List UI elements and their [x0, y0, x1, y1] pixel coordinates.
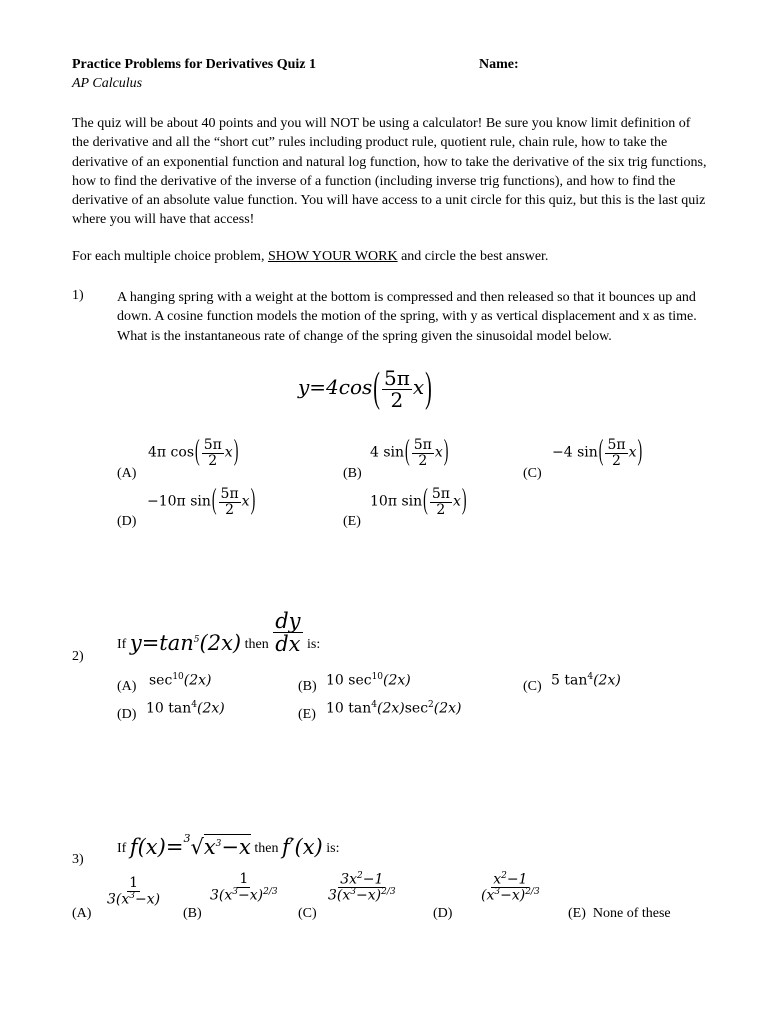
- p3d-den-b: −x): [500, 888, 526, 904]
- p1b-coef: 4 sin: [370, 444, 405, 461]
- p3b-den-power: 3: [232, 886, 238, 897]
- p3-option-a-label: (A): [72, 906, 92, 921]
- p3-is: is:: [326, 841, 340, 856]
- p2b-base: 10 sec: [326, 672, 372, 689]
- p3-option-e-text: None of these: [592, 906, 671, 921]
- p1b-den: 2: [418, 452, 428, 469]
- instructions-text-end: and circle the best answer.: [397, 249, 549, 264]
- p2c-base: 5 tan: [551, 672, 588, 689]
- p2-option-e[interactable]: [326, 700, 462, 718]
- instructions: [72, 249, 548, 265]
- p2e-arg2: (2x): [433, 700, 462, 717]
- p3a-den: [105, 892, 162, 907]
- p1-option-b[interactable]: 4 sin( $\frac{5\pi}{2}$ x): [370, 436, 449, 469]
- p3d-den-a: (x: [481, 888, 495, 904]
- p1-option-a-label: (A): [117, 466, 137, 481]
- problem-2-number: 2): [72, 649, 84, 664]
- p2a-base: sec: [149, 672, 173, 689]
- equation-variable: x: [412, 375, 425, 400]
- p2-if: If: [117, 637, 127, 653]
- p2-deriv-den: dx: [275, 632, 301, 657]
- p2-option-c-label: (C): [523, 679, 542, 694]
- p2-option-b[interactable]: [326, 672, 411, 690]
- p3d-den-power: 3: [494, 887, 501, 898]
- p1-option-e[interactable]: 10π sin( $\frac{5\pi}{2}$ x): [370, 485, 467, 518]
- p3-option-c-label: (C): [298, 906, 317, 921]
- p1d-coef: −10π sin: [147, 493, 211, 510]
- p2-option-a[interactable]: [149, 672, 212, 690]
- p1d-den: 2: [225, 501, 235, 518]
- p1e-den: 2: [436, 501, 446, 518]
- p3-option-e[interactable]: [568, 906, 671, 922]
- p3b-den: [208, 888, 280, 903]
- equation-lhs: y=4cos: [298, 375, 373, 400]
- p2d-base: 10 tan: [146, 700, 192, 717]
- p1c-coef: −4 sin: [552, 444, 598, 461]
- p3-option-d-label: (D): [433, 906, 453, 921]
- p2e-base: 10 tan: [326, 700, 372, 717]
- p1e-coef: 10π sin: [370, 493, 423, 510]
- p1a-num: 5π: [203, 437, 222, 453]
- problem-1-number: 1): [72, 288, 84, 303]
- p1b-num: 5π: [413, 437, 432, 453]
- p3c-den-a: 3(x: [328, 888, 351, 904]
- p3c-num-b: −1: [362, 871, 384, 888]
- p1a-var: x: [224, 444, 233, 461]
- p3d-num-a: x: [493, 871, 502, 888]
- p2-derivative: [273, 610, 302, 655]
- p1-option-c-label: (C): [523, 466, 542, 481]
- p3c-den-b: −x): [356, 888, 382, 904]
- p1-option-c[interactable]: −4 sin( $\frac{5\pi}{2}$ x): [552, 436, 643, 469]
- p3-function: [130, 832, 251, 859]
- instructions-emphasis: SHOW YOUR WORK: [267, 249, 398, 264]
- p2e-arg: (2x): [377, 700, 405, 717]
- p3-derivative: f′(x): [281, 835, 323, 859]
- p3b-den-b: −x): [238, 887, 264, 904]
- p2-option-d[interactable]: [146, 700, 225, 718]
- p1-option-e-label: (E): [343, 514, 361, 529]
- problem-3-statement: [117, 832, 339, 859]
- p1e-num: 5π: [431, 486, 450, 502]
- p1-option-a[interactable]: 4π cos( $\frac{5\pi}{2}$ x): [148, 436, 239, 469]
- p3-if: If: [117, 841, 127, 856]
- p2-option-d-label: (D): [117, 707, 137, 722]
- p2-function-base: y=tan: [129, 631, 194, 656]
- p3b-outer-power: 2/3: [263, 886, 278, 897]
- p3a-den-a: 3(x: [107, 891, 130, 908]
- p2-deriv-num: dy: [275, 609, 301, 633]
- p3-radicand: [204, 834, 251, 859]
- p3c-den: [326, 888, 398, 903]
- problem-3-number: 3): [72, 852, 84, 867]
- name-label: Name:: [479, 57, 519, 72]
- p3-then: then: [254, 841, 279, 856]
- p2-option-b-label: (B): [298, 679, 317, 694]
- p2-then: then: [244, 637, 269, 653]
- radical-icon: √: [190, 835, 204, 859]
- intro-paragraph: The quiz will be about 40 points and you will NOT be using a calculator! Be sure you know limit definition of the derivative and all the “short cut” rules including product rule, quotient rule, chain rule, how to take the derivative of an exponential function and natural log function, how to take the derivative of the six trig functions, how to find the derivative of the inverse of a function (including inverse trig functions), and how to find the derivative of an absolute value function. You will have access to a unit circle for this quiz, but this is the last quiz where you will have that access!: [72, 116, 707, 228]
- quiz-title: Practice Problems for Derivatives Quiz 1: [72, 57, 317, 72]
- p1e-var: x: [452, 493, 461, 510]
- p3a-den-power: 3: [129, 890, 135, 901]
- equation-denominator: 2: [390, 388, 404, 412]
- p2-option-e-label: (E): [298, 707, 316, 722]
- p3c-num-power: 2: [357, 871, 363, 881]
- p3d-num: [491, 872, 529, 888]
- p3d-num-power: 2: [501, 871, 507, 881]
- p3-option-d[interactable]: [478, 872, 543, 904]
- p2-function: [130, 631, 241, 655]
- p2-is: is:: [307, 637, 321, 653]
- p1a-coef: 4π cos: [148, 444, 195, 461]
- p3a-num: 1: [129, 875, 138, 891]
- p1c-var: x: [628, 444, 637, 461]
- p1-option-d-label: (D): [117, 514, 137, 529]
- p3-option-c[interactable]: [325, 872, 399, 904]
- p3d-num-b: −1: [506, 871, 528, 888]
- p3-option-b-label: (B): [183, 906, 202, 921]
- p1-option-d[interactable]: −10π sin( $\frac{5\pi}{2}$ x): [147, 485, 256, 518]
- p2c-arg: (2x): [593, 672, 621, 689]
- p2-function-arg: (2x): [199, 631, 242, 656]
- p3-radicand-base: x: [203, 835, 216, 859]
- p2-option-c[interactable]: [551, 672, 621, 690]
- course-name: AP Calculus: [72, 76, 143, 91]
- p2b-arg: (2x): [383, 672, 411, 689]
- p2d-power: 4: [191, 700, 197, 710]
- p3-radicand-power: 3: [215, 839, 222, 849]
- p3a-den-b: −x): [135, 891, 161, 908]
- p2-option-a-label: (A): [117, 679, 137, 694]
- p3c-num-a: 3x: [340, 871, 357, 888]
- p3c-num: [338, 872, 385, 888]
- p2b-power: 10: [371, 672, 384, 682]
- p3b-den-a: 3(x: [210, 887, 233, 904]
- p3-option-b[interactable]: [207, 872, 281, 903]
- p1d-var: x: [241, 493, 250, 510]
- p2e-power2: 2: [428, 700, 434, 710]
- p3-option-a[interactable]: [104, 876, 163, 907]
- p1d-num: 5π: [220, 486, 239, 502]
- p1-option-b-label: (B): [343, 466, 362, 481]
- instructions-text: For each multiple choice problem,: [72, 249, 268, 264]
- p2a-arg: (2x): [183, 672, 212, 689]
- p3-function-base: f(x)=: [129, 835, 184, 859]
- p3b-num: 1: [239, 871, 249, 887]
- p1a-den: 2: [208, 452, 218, 469]
- equation-numerator: 5π: [383, 366, 410, 390]
- p1c-den: 2: [612, 452, 621, 469]
- p2e-base2: sec: [404, 700, 429, 717]
- p3-option-e-label: (E): [568, 906, 586, 921]
- p3d-outer-power: 2/3: [525, 887, 540, 898]
- p3c-den-power: 3: [350, 887, 356, 898]
- p3-radicand-rest: −x: [221, 835, 251, 859]
- p3c-outer-power: 2/3: [381, 887, 396, 898]
- p2a-power: 10: [172, 672, 184, 682]
- problem-1-text: A hanging spring with a weight at the bottom is compressed and then released so that it bounces up and down. A cosine function models the motion of the spring, with y as vertical displacement and x as time. What is the instantaneous rate of change of the spring given the sinusoidal model below.: [117, 290, 697, 344]
- p2d-arg: (2x): [197, 700, 225, 717]
- p2c-power: 4: [587, 672, 594, 682]
- problem-1-equation: y=4cos( $\frac{5\pi}{2}$ x): [298, 365, 432, 412]
- p1c-num: 5π: [607, 437, 626, 453]
- p3-root-index: 3: [183, 832, 191, 845]
- problem-2-statement: [117, 610, 320, 655]
- p2e-power: 4: [371, 700, 377, 710]
- p2-function-power: 5: [193, 635, 200, 646]
- p1b-var: x: [434, 444, 443, 461]
- p3d-den: [479, 888, 542, 903]
